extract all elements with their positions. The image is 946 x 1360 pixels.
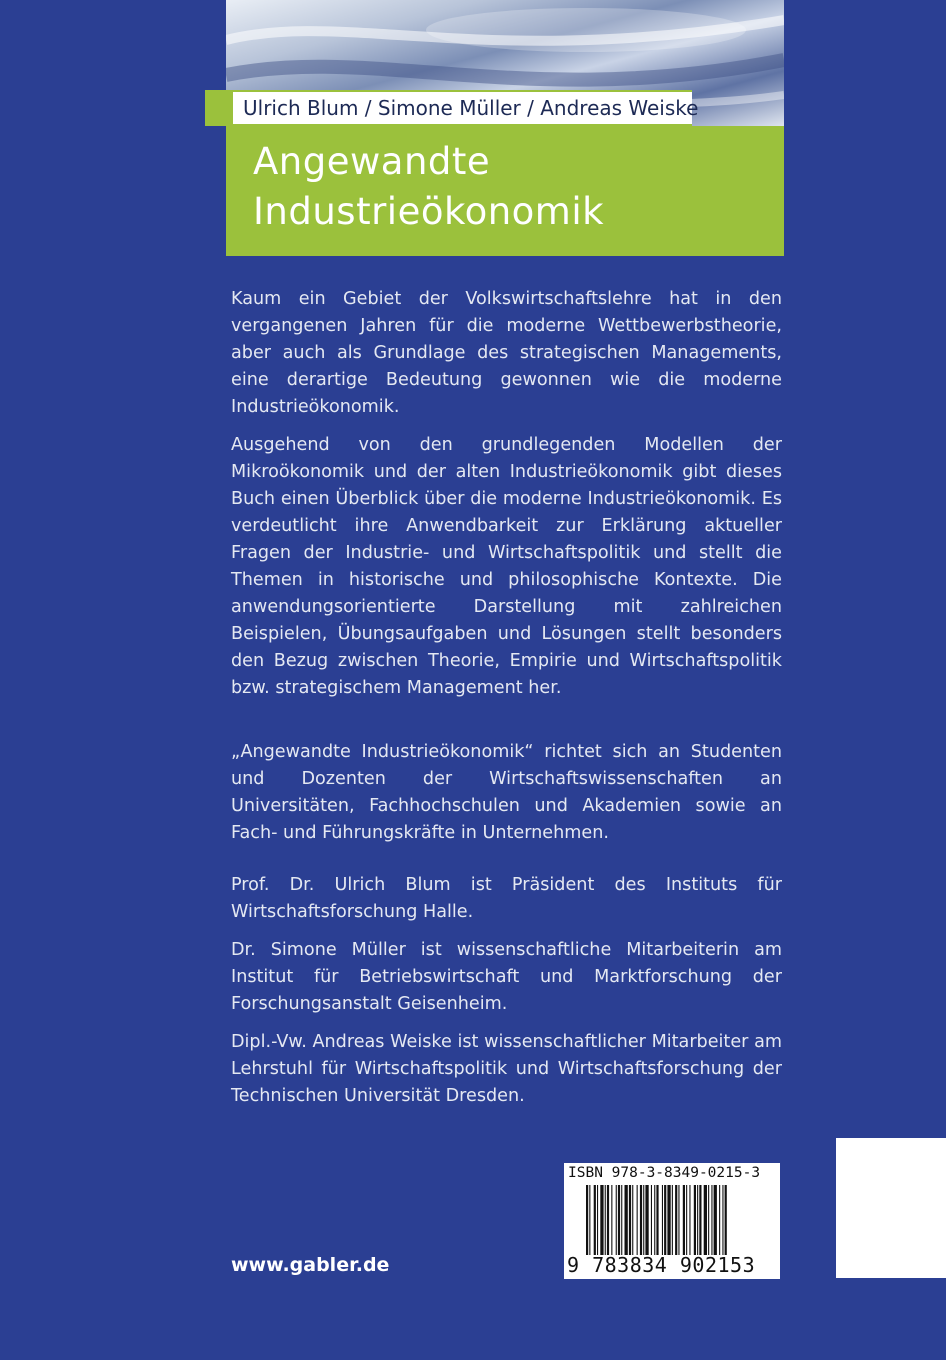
book-title-line-1: Angewandte [253, 140, 491, 183]
sticker-area [836, 1138, 946, 1278]
barcode-bars [586, 1185, 778, 1255]
publisher-website: www.gabler.de [231, 1254, 390, 1276]
author-bio-mueller: Dr. Simone Müller ist wissenschaftliche Mitarbeiterin am Institut für Betriebswirtschaft und Marktforschung der Forschungsanstalt Geisenheim. [231, 940, 782, 1014]
author-names: Ulrich Blum / Simone Müller / Andreas Weiske [233, 92, 692, 124]
barcode [564, 1163, 780, 1279]
author-bio-weiske: Dipl.-Vw. Andreas Weiske ist wissenschaftlicher Mitarbeiter am Lehrstuhl für Wirtschaftspolitik und Wirtschaftsforschung der Technischen Universität Dresden. [231, 1032, 782, 1106]
ean-number: 9 783834 902153 [567, 1253, 756, 1277]
author-bio-blum: Prof. Dr. Ulrich Blum ist Präsident des Instituts für Wirtschaftsforschung Halle. [231, 875, 782, 922]
blurb-paragraph-2: Ausgehend von den grundlegenden Modellen der Mikroökonomik und der alten Industrieökonomik gibt dieses Buch einen Überblick über die moderne Industrieökonomik. Es verdeutlicht ihre Anwendbarkeit zur Erklärung aktueller Fragen der Industrie- und Wirtschaftspolitik und stellt die Themen in historische und philosophische Kontexte. Die anwendungsorientierte Darstellung mit zahlreichen Beispielen, Übungsaufgaben und Lösungen stellt besonders den Bezug zwischen Theorie, Empirie und Wirtschaftspolitik bzw. strategischem Management her. [231, 435, 782, 698]
blurb-paragraph-3: „Angewandte Industrieökonomik“ richtet sich an Studenten und Dozenten der Wirtschaftswissenschaften an Universitäten, Fachhochschulen und Akademien sowie an Fach- und Führungskräfte in Unternehmen. [231, 742, 782, 843]
isbn-number: ISBN 978-3-8349-0215-3 [568, 1165, 761, 1181]
book-title-line-2: Industrieökonomik [253, 190, 605, 233]
blurb-paragraph-1: Kaum ein Gebiet der Volkswirtschaftslehre hat in den vergangenen Jahren für die moderne Wettbewerbstheorie, aber auch als Grundlage des strategischen Managements, eine derartige Bedeutung gewonnen wie die moderne Industrieökonomik. [231, 289, 782, 417]
